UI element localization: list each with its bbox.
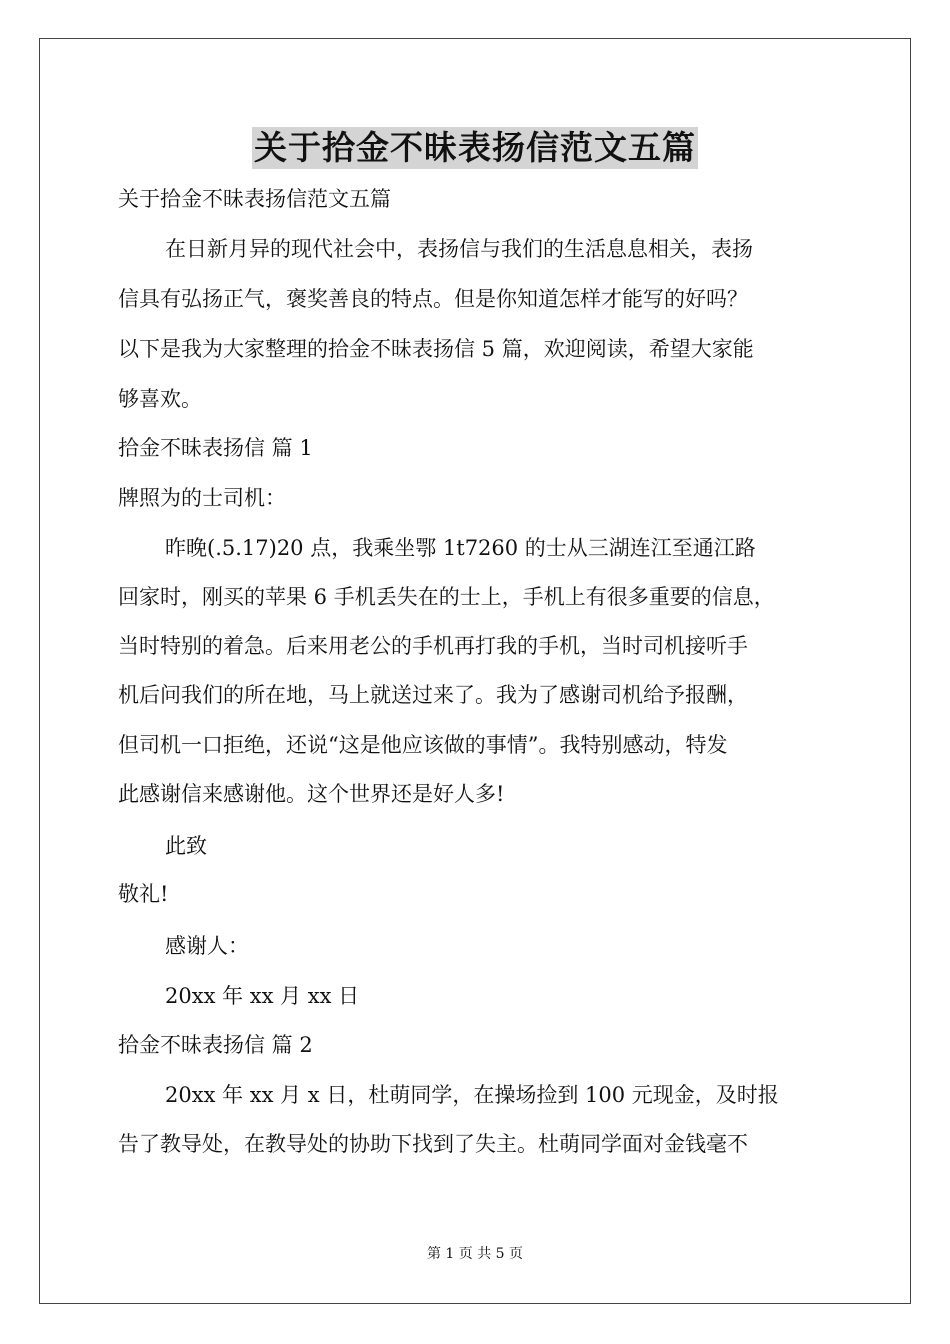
section-heading: 拾金不昧表扬信 篇 1 — [118, 436, 313, 460]
paragraph-line: 告了教导处，在教导处的协助下找到了失主。杜萌同学面对金钱毫不 — [118, 1132, 748, 1156]
paragraph-line: 机后问我们的所在地，马上就送过来了。我为了感谢司机给予报酬， — [118, 683, 748, 707]
document-title: 关于拾金不昧表扬信范文五篇 — [254, 128, 696, 167]
page-border — [39, 38, 911, 1304]
salutation-line: 牌照为的士司机： — [118, 486, 286, 510]
page-footer: 第 1 页 共 5 页 — [426, 1246, 524, 1262]
closing-line: 此致 — [165, 834, 207, 858]
signature-line: 感谢人： — [165, 934, 249, 958]
paragraph-line: 当时特别的着急。后来用老公的手机再打我的手机，当时司机接听手 — [118, 634, 748, 658]
paragraph-line: 在日新月异的现代社会中，表扬信与我们的生活息息相关，表扬 — [165, 237, 753, 261]
paragraph-line: 20xx 年 xx 月 x 日，杜萌同学，在操场捡到 100 元现金，及时报 — [165, 1083, 779, 1107]
date-line: 20xx 年 xx 月 xx 日 — [165, 984, 360, 1008]
paragraph-line: 此感谢信来感谢他。这个世界还是好人多! — [118, 782, 505, 806]
paragraph-line: 以下是我为大家整理的拾金不昧表扬信 5 篇，欢迎阅读，希望大家能 — [118, 337, 754, 361]
paragraph-line: 信具有弘扬正气，褒奖善良的特点。但是你知道怎样才能写的好吗？ — [118, 287, 748, 311]
section-heading: 拾金不昧表扬信 篇 2 — [118, 1033, 313, 1057]
paragraph-line: 昨晚(.5.17)20 点，我乘坐鄂 1t7260 的士从三湖连江至通江路 — [165, 536, 756, 560]
paragraph-line: 但司机一口拒绝，还说“这是他应该做的事情”。我特别感动，特发 — [118, 733, 728, 757]
paragraph-line: 够喜欢。 — [118, 387, 202, 411]
subtitle-line: 关于拾金不昧表扬信范文五篇 — [118, 187, 391, 211]
closing-line: 敬礼! — [118, 882, 169, 906]
paragraph-line: 回家时，刚买的苹果 6 手机丢失在的士上，手机上有很多重要的信息， — [118, 585, 775, 609]
